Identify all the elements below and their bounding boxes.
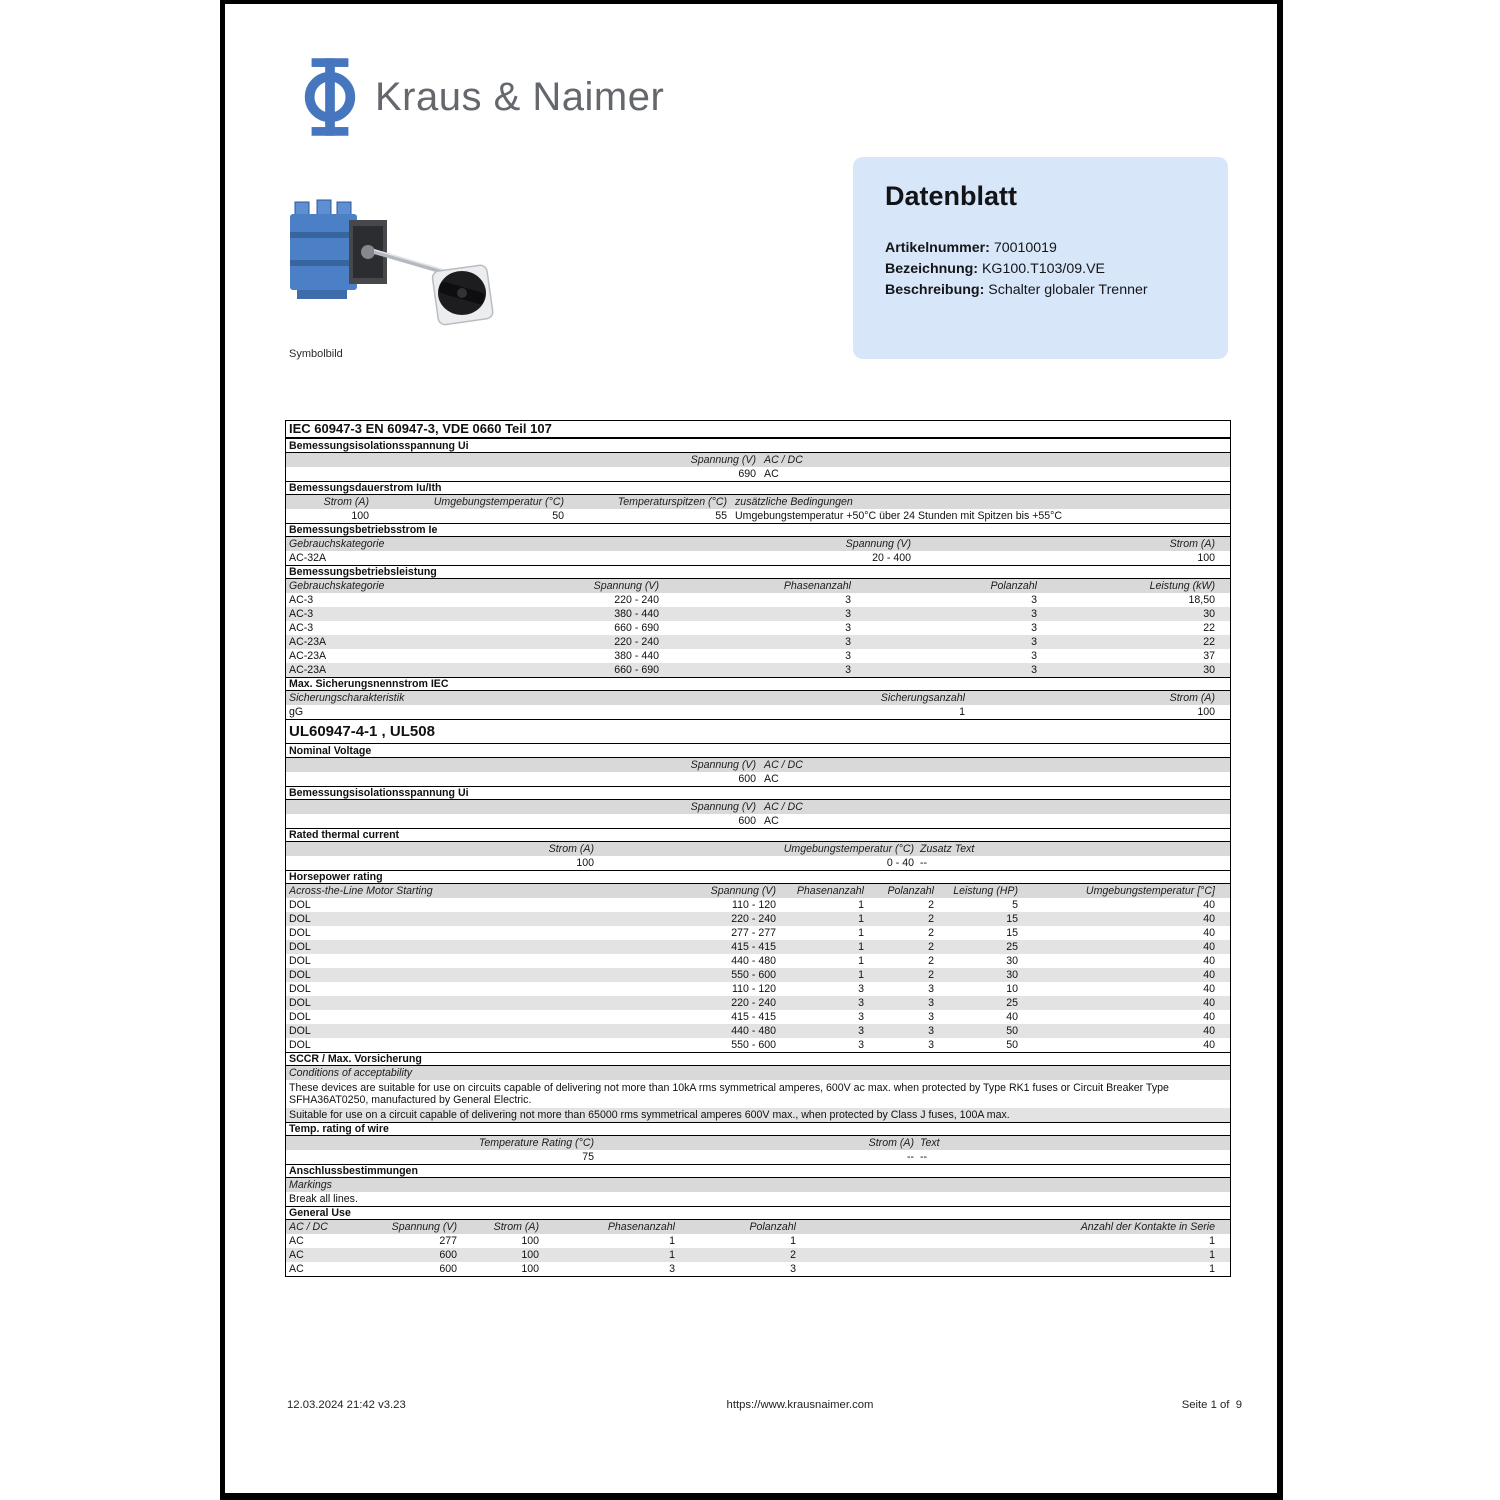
table-cell: DOL — [289, 941, 311, 953]
table-row — [286, 856, 1230, 870]
table-section-header — [286, 523, 1230, 537]
table-title — [286, 719, 1230, 744]
table-cell: Rated thermal current — [289, 829, 400, 841]
table-section-header — [286, 1164, 1230, 1178]
table-cell: 50 — [1006, 1025, 1018, 1037]
table-cell: 600 — [738, 773, 756, 785]
table-cell: 550 - 600 — [731, 1039, 776, 1051]
table-cell: These devices are suitable for use on circuits capable of delivering not more than 10kA rms symmetrical amperes, 600V ac max. when protected by Type RK1 fuses or Circuit Breaker Type SFHA36AT0250, manufactured by General Electric. — [289, 1081, 1169, 1106]
table-cell: AC / DC — [764, 759, 803, 771]
article-number-value: 70010019 — [993, 240, 1057, 256]
table-cell: 100 — [521, 1263, 539, 1275]
table-cell: 40 — [1203, 969, 1215, 981]
table-cell: Polanzahl — [990, 580, 1037, 592]
designation-value: KG100.T103/09.VE — [981, 261, 1106, 277]
table-cell: 2 — [928, 941, 934, 953]
table-column-header-row — [286, 1066, 1230, 1080]
table-cell: 220 - 240 — [731, 913, 776, 925]
table-cell: 415 - 415 — [731, 1011, 776, 1023]
table-cell: Polanzahl — [887, 885, 934, 897]
table-cell: AC — [289, 1249, 304, 1261]
table-cell: -- — [920, 1151, 928, 1163]
table-row — [286, 1192, 1230, 1206]
product-image-caption: Symbolbild — [289, 348, 343, 360]
table-row — [286, 1080, 1230, 1108]
table-column-header-row — [286, 453, 1230, 467]
table-cell: AC — [289, 1235, 304, 1247]
table-cell: 440 - 480 — [731, 1025, 776, 1037]
table-cell: -- — [920, 857, 928, 869]
table-column-header-row — [286, 884, 1230, 898]
table-cell: AC / DC — [289, 1221, 328, 1233]
table-cell: 30 — [1006, 955, 1018, 967]
table-row — [286, 898, 1230, 912]
table-cell: Strom (A) — [548, 843, 594, 855]
table-cell: Umgebungstemperatur [°C] — [1085, 885, 1215, 897]
table-cell: 25 — [1006, 997, 1018, 1009]
article-number-label: Artikelnummer: — [885, 240, 990, 256]
table-row — [286, 982, 1230, 996]
table-cell: 1 — [790, 1235, 796, 1247]
table-cell: DOL — [289, 1025, 311, 1037]
table-cell: 40 — [1203, 997, 1215, 1009]
designation-line — [885, 259, 1228, 280]
table-row — [286, 621, 1230, 635]
table-cell: Leistung (kW) — [1149, 580, 1215, 592]
table-row — [286, 1010, 1230, 1024]
table-cell: -- — [906, 1151, 914, 1163]
info-box — [853, 157, 1228, 359]
table-cell: 220 - 240 — [614, 594, 659, 606]
table-cell: 100 — [576, 857, 594, 869]
table-cell: 100 — [1197, 552, 1215, 564]
table-cell: Suitable for use on a circuit capable of delivering not more than 65000 rms symmetrical amperes 600V max., when protected by Class J fuses, 100A max. — [289, 1109, 1010, 1121]
table-cell: AC — [764, 815, 779, 827]
table-cell: 3 — [845, 622, 851, 634]
table-cell: 3 — [858, 983, 864, 995]
table-cell: 55 — [715, 510, 727, 522]
table-cell: 22 — [1203, 636, 1215, 648]
table-section-header — [286, 1206, 1230, 1220]
table-title — [286, 421, 1230, 439]
table-cell: 2 — [928, 899, 934, 911]
table-section-header — [286, 481, 1230, 495]
table-cell: 10 — [1006, 983, 1018, 995]
table-cell: 2 — [928, 927, 934, 939]
table-cell: Phasenanzahl — [796, 885, 864, 897]
table-cell: 3 — [928, 1011, 934, 1023]
table-cell: 75 — [582, 1151, 594, 1163]
table-cell: Spannung (V) — [690, 801, 756, 813]
table-cell: 40 — [1203, 941, 1215, 953]
table-cell: 100 — [521, 1235, 539, 1247]
table-cell: 660 - 690 — [614, 622, 659, 634]
table-column-header-row — [286, 1136, 1230, 1150]
table-cell: 3 — [1031, 594, 1037, 606]
table-row — [286, 1038, 1230, 1052]
table-cell: Bemessungsbetriebsleistung — [289, 566, 437, 578]
table-cell: AC-32A — [289, 552, 327, 564]
table-section-header — [286, 786, 1230, 800]
table-cell: zusätzliche Bedingungen — [735, 496, 853, 508]
table-cell: 3 — [1031, 608, 1037, 620]
table-cell: Strom (A) — [1169, 538, 1215, 550]
table-cell: 3 — [858, 1011, 864, 1023]
table-row — [286, 968, 1230, 982]
table-cell: 30 — [1203, 608, 1215, 620]
table-section-header — [286, 1052, 1230, 1066]
table-cell: 3 — [858, 997, 864, 1009]
table-cell: 100 — [1197, 706, 1215, 718]
table-cell: Max. Sicherungsnennstrom IEC — [289, 678, 449, 690]
table-cell: Anzahl der Kontakte in Serie — [1080, 1221, 1215, 1233]
table-column-header-row — [286, 537, 1230, 551]
page-footer — [225, 1399, 1277, 1419]
table-row — [286, 954, 1230, 968]
table-cell: 3 — [845, 608, 851, 620]
table-cell: 40 — [1006, 1011, 1018, 1023]
table-cell: DOL — [289, 1011, 311, 1023]
table-cell: 50 — [552, 510, 564, 522]
table-cell: AC / DC — [764, 801, 803, 813]
table-cell: 380 - 440 — [614, 608, 659, 620]
table-cell: Umgebungstemperatur +50°C über 24 Stunden mit Spitzen bis +55°C — [735, 510, 1063, 522]
table-cell: 3 — [1031, 636, 1037, 648]
table-cell: 3 — [1031, 664, 1037, 676]
table-cell: AC-3 — [289, 594, 314, 606]
table-cell: AC — [289, 1263, 304, 1275]
table-cell: AC / DC — [764, 454, 803, 466]
table-cell: 2 — [928, 955, 934, 967]
table-cell: 690 — [738, 468, 756, 480]
product-image — [287, 186, 505, 328]
table-cell: 30 — [1203, 664, 1215, 676]
table-row — [286, 996, 1230, 1010]
table-section-header — [286, 677, 1230, 691]
table-row — [286, 705, 1230, 719]
description-label: Beschreibung: — [885, 282, 985, 298]
table-cell: Bemessungsisolationsspannung Ui — [289, 439, 469, 452]
table-cell: 37 — [1203, 650, 1215, 662]
table-cell: Strom (A) — [868, 1137, 914, 1149]
table-column-header-row — [286, 1178, 1230, 1192]
table-column-header-row — [286, 842, 1230, 856]
table-cell: DOL — [289, 997, 311, 1009]
table-cell: 3 — [928, 1039, 934, 1051]
table-section-header — [286, 828, 1230, 842]
table-cell: 40 — [1203, 899, 1215, 911]
table-cell: 3 — [1031, 650, 1037, 662]
table-row — [286, 551, 1230, 565]
table-row — [286, 1248, 1230, 1262]
table-cell: 2 — [928, 913, 934, 925]
table-cell: Spannung (V) — [710, 885, 776, 897]
table-section-header — [286, 1122, 1230, 1136]
table-cell: 30 — [1006, 969, 1018, 981]
table-cell: 15 — [1006, 927, 1018, 939]
table-cell: Strom (A) — [493, 1221, 539, 1233]
article-number-line — [885, 238, 1228, 259]
table-cell: AC — [764, 773, 779, 785]
table-cell: 40 — [1203, 913, 1215, 925]
table-cell: Phasenanzahl — [607, 1221, 675, 1233]
footer-url: https://www.krausnaimer.com — [726, 1399, 874, 1411]
table-cell: 22 — [1203, 622, 1215, 634]
table-cell: 50 — [1006, 1039, 1018, 1051]
table-cell: Strom (A) — [323, 496, 369, 508]
table-row — [286, 593, 1230, 607]
table-cell: 1 — [858, 927, 864, 939]
table-row — [286, 1234, 1230, 1248]
table-cell: 3 — [845, 650, 851, 662]
table-cell: Spannung (V) — [845, 538, 911, 550]
table-cell: AC-23A — [289, 636, 327, 648]
table-cell: DOL — [289, 955, 311, 967]
table-cell: 220 - 240 — [731, 997, 776, 1009]
table-cell: 3 — [858, 1025, 864, 1037]
table-cell: 3 — [858, 1039, 864, 1051]
table-cell: 40 — [1203, 927, 1215, 939]
table-cell: 415 - 415 — [731, 941, 776, 953]
table-cell: Umgebungstemperatur (°C) — [783, 843, 914, 855]
table-cell: 3 — [928, 1025, 934, 1037]
designation-label: Bezeichnung: — [885, 261, 979, 277]
table-cell: 110 - 120 — [732, 899, 776, 911]
table-cell: 1 — [858, 941, 864, 953]
table-cell: DOL — [289, 913, 311, 925]
table-cell: DOL — [289, 899, 311, 911]
table-cell: 660 - 690 — [614, 664, 659, 676]
table-cell: Umgebungstemperatur (°C) — [433, 496, 564, 508]
table-cell: 1 — [959, 706, 965, 718]
table-row — [286, 635, 1230, 649]
table-row — [286, 649, 1230, 663]
table-row — [286, 1024, 1230, 1038]
table-cell: Leistung (HP) — [953, 885, 1018, 897]
table-row — [286, 509, 1230, 523]
table-cell: 1 — [1209, 1249, 1215, 1261]
table-cell: 18,50 — [1188, 594, 1215, 606]
table-cell: 600 — [439, 1249, 457, 1261]
table-cell: 1 — [669, 1249, 675, 1261]
table-cell: 0 - 40 — [886, 857, 914, 869]
table-cell: IEC 60947-3 EN 60947-3, VDE 0660 Teil 107 — [289, 423, 552, 435]
table-row — [286, 912, 1230, 926]
table-row — [286, 926, 1230, 940]
table-cell: Across-the-Line Motor Starting — [289, 885, 433, 897]
table-cell: 1 — [858, 899, 864, 911]
table-row — [286, 940, 1230, 954]
table-cell: 3 — [669, 1263, 675, 1275]
table-cell: 1 — [1209, 1263, 1215, 1275]
table-column-header-row — [286, 1220, 1230, 1234]
table-cell: Break all lines. — [289, 1193, 358, 1205]
table-cell: 3 — [845, 636, 851, 648]
table-cell: 1 — [858, 955, 864, 967]
table-cell: 1 — [858, 969, 864, 981]
table-cell: 40 — [1203, 1011, 1215, 1023]
table-cell: 1 — [669, 1235, 675, 1247]
table-cell: UL60947-4-1 , UL508 — [289, 725, 435, 738]
table-cell: General Use — [289, 1207, 351, 1219]
brand-name: Kraus & Naimer — [375, 75, 665, 119]
table-section-header — [286, 439, 1230, 453]
table-row — [286, 467, 1230, 481]
table-cell: SCCR / Max. Vorsicherung — [289, 1053, 422, 1065]
table-cell: 277 - 277 — [731, 927, 776, 939]
table-cell: Spannung (V) — [593, 580, 659, 592]
table-cell: 3 — [845, 664, 851, 676]
table-cell: 3 — [1031, 622, 1037, 634]
table-row — [286, 772, 1230, 786]
footer-timestamp-version: 12.03.2024 21:42 v3.23 — [287, 1399, 406, 1411]
table-cell: Conditions of acceptability — [289, 1067, 413, 1079]
table-cell: DOL — [289, 1039, 311, 1051]
table-cell: Bemessungsdauerstrom Iu/Ith — [289, 482, 442, 494]
table-column-header-row — [286, 758, 1230, 772]
table-cell: 110 - 120 — [732, 983, 776, 995]
table-column-header-row — [286, 579, 1230, 593]
table-cell: 5 — [1012, 899, 1018, 911]
table-cell: Phasenanzahl — [783, 580, 851, 592]
table-column-header-row — [286, 495, 1230, 509]
description-line — [885, 280, 1228, 301]
table-cell: 550 - 600 — [731, 969, 776, 981]
table-cell: Temp. rating of wire — [289, 1123, 389, 1135]
table-row — [286, 607, 1230, 621]
table-cell: Sicherungsanzahl — [880, 692, 965, 704]
table-cell: Spannung (V) — [690, 454, 756, 466]
table-row — [286, 663, 1230, 677]
table-cell: Spannung (V) — [690, 759, 756, 771]
table-cell: Text — [920, 1137, 940, 1149]
table-cell: 2 — [928, 969, 934, 981]
table-cell: AC — [764, 468, 779, 480]
table-cell: 440 - 480 — [731, 955, 776, 967]
table-cell: AC-23A — [289, 664, 327, 676]
table-row — [286, 1262, 1230, 1276]
table-cell: Gebrauchskategorie — [289, 580, 385, 592]
table-cell: 220 - 240 — [614, 636, 659, 648]
table-cell: 3 — [845, 594, 851, 606]
table-cell: Temperature Rating (°C) — [478, 1137, 594, 1149]
spec-table — [285, 420, 1231, 1277]
table-cell: 15 — [1006, 913, 1018, 925]
table-cell: Anschlussbestimmungen — [289, 1165, 418, 1177]
page-title: Datenblatt — [885, 181, 1018, 211]
table-cell: Bemessungsisolationsspannung Ui — [289, 787, 469, 799]
table-row — [286, 1108, 1230, 1122]
table-cell: Strom (A) — [1169, 692, 1215, 704]
table-column-header-row — [286, 691, 1230, 705]
table-cell: 25 — [1006, 941, 1018, 953]
table-cell: 40 — [1203, 1025, 1215, 1037]
table-cell: Gebrauchskategorie — [289, 538, 385, 550]
table-cell: 1 — [1209, 1235, 1215, 1247]
table-cell: Nominal Voltage — [289, 744, 372, 757]
footer-page-number: Seite 1 of 9 — [1181, 1399, 1242, 1411]
table-cell: 277 — [439, 1235, 457, 1247]
table-section-header — [286, 870, 1230, 884]
table-cell: Zusatz Text — [920, 843, 975, 855]
table-row — [286, 1150, 1230, 1164]
table-cell: 100 — [521, 1249, 539, 1261]
table-column-header-row — [286, 800, 1230, 814]
table-cell: Spannung (V) — [391, 1221, 457, 1233]
table-cell: 100 — [351, 510, 369, 522]
table-cell: AC-3 — [289, 608, 314, 620]
table-cell: 2 — [790, 1249, 796, 1261]
table-cell: 3 — [928, 997, 934, 1009]
table-cell: AC-23A — [289, 650, 327, 662]
table-cell: 40 — [1203, 1039, 1215, 1051]
table-cell: 20 - 400 — [872, 552, 911, 564]
document-page — [220, 0, 1283, 1500]
brand-logo-icon — [299, 58, 361, 136]
table-cell: 40 — [1203, 983, 1215, 995]
table-cell: 40 — [1203, 955, 1215, 967]
table-cell: 3 — [928, 983, 934, 995]
table-cell: DOL — [289, 969, 311, 981]
table-cell: Sicherungscharakteristik — [289, 692, 405, 704]
table-cell: DOL — [289, 927, 311, 939]
table-cell: Markings — [289, 1179, 332, 1191]
table-cell: AC-3 — [289, 622, 314, 634]
table-cell: Temperaturspitzen (°C) — [617, 496, 727, 508]
table-cell: DOL — [289, 983, 311, 995]
table-section-header — [286, 565, 1230, 579]
table-cell: Horsepower rating — [289, 871, 383, 883]
table-cell: Bemessungsbetriebsstrom Ie — [289, 524, 438, 536]
table-cell: 3 — [790, 1263, 796, 1275]
table-cell: 600 — [738, 815, 756, 827]
description-value: Schalter globaler Trenner — [988, 282, 1148, 298]
table-cell: gG — [289, 706, 304, 718]
table-row — [286, 814, 1230, 828]
table-cell: 600 — [439, 1263, 457, 1275]
table-cell: 380 - 440 — [614, 650, 659, 662]
table-cell: Polanzahl — [749, 1221, 796, 1233]
table-section-header — [286, 744, 1230, 758]
table-cell: 1 — [858, 913, 864, 925]
